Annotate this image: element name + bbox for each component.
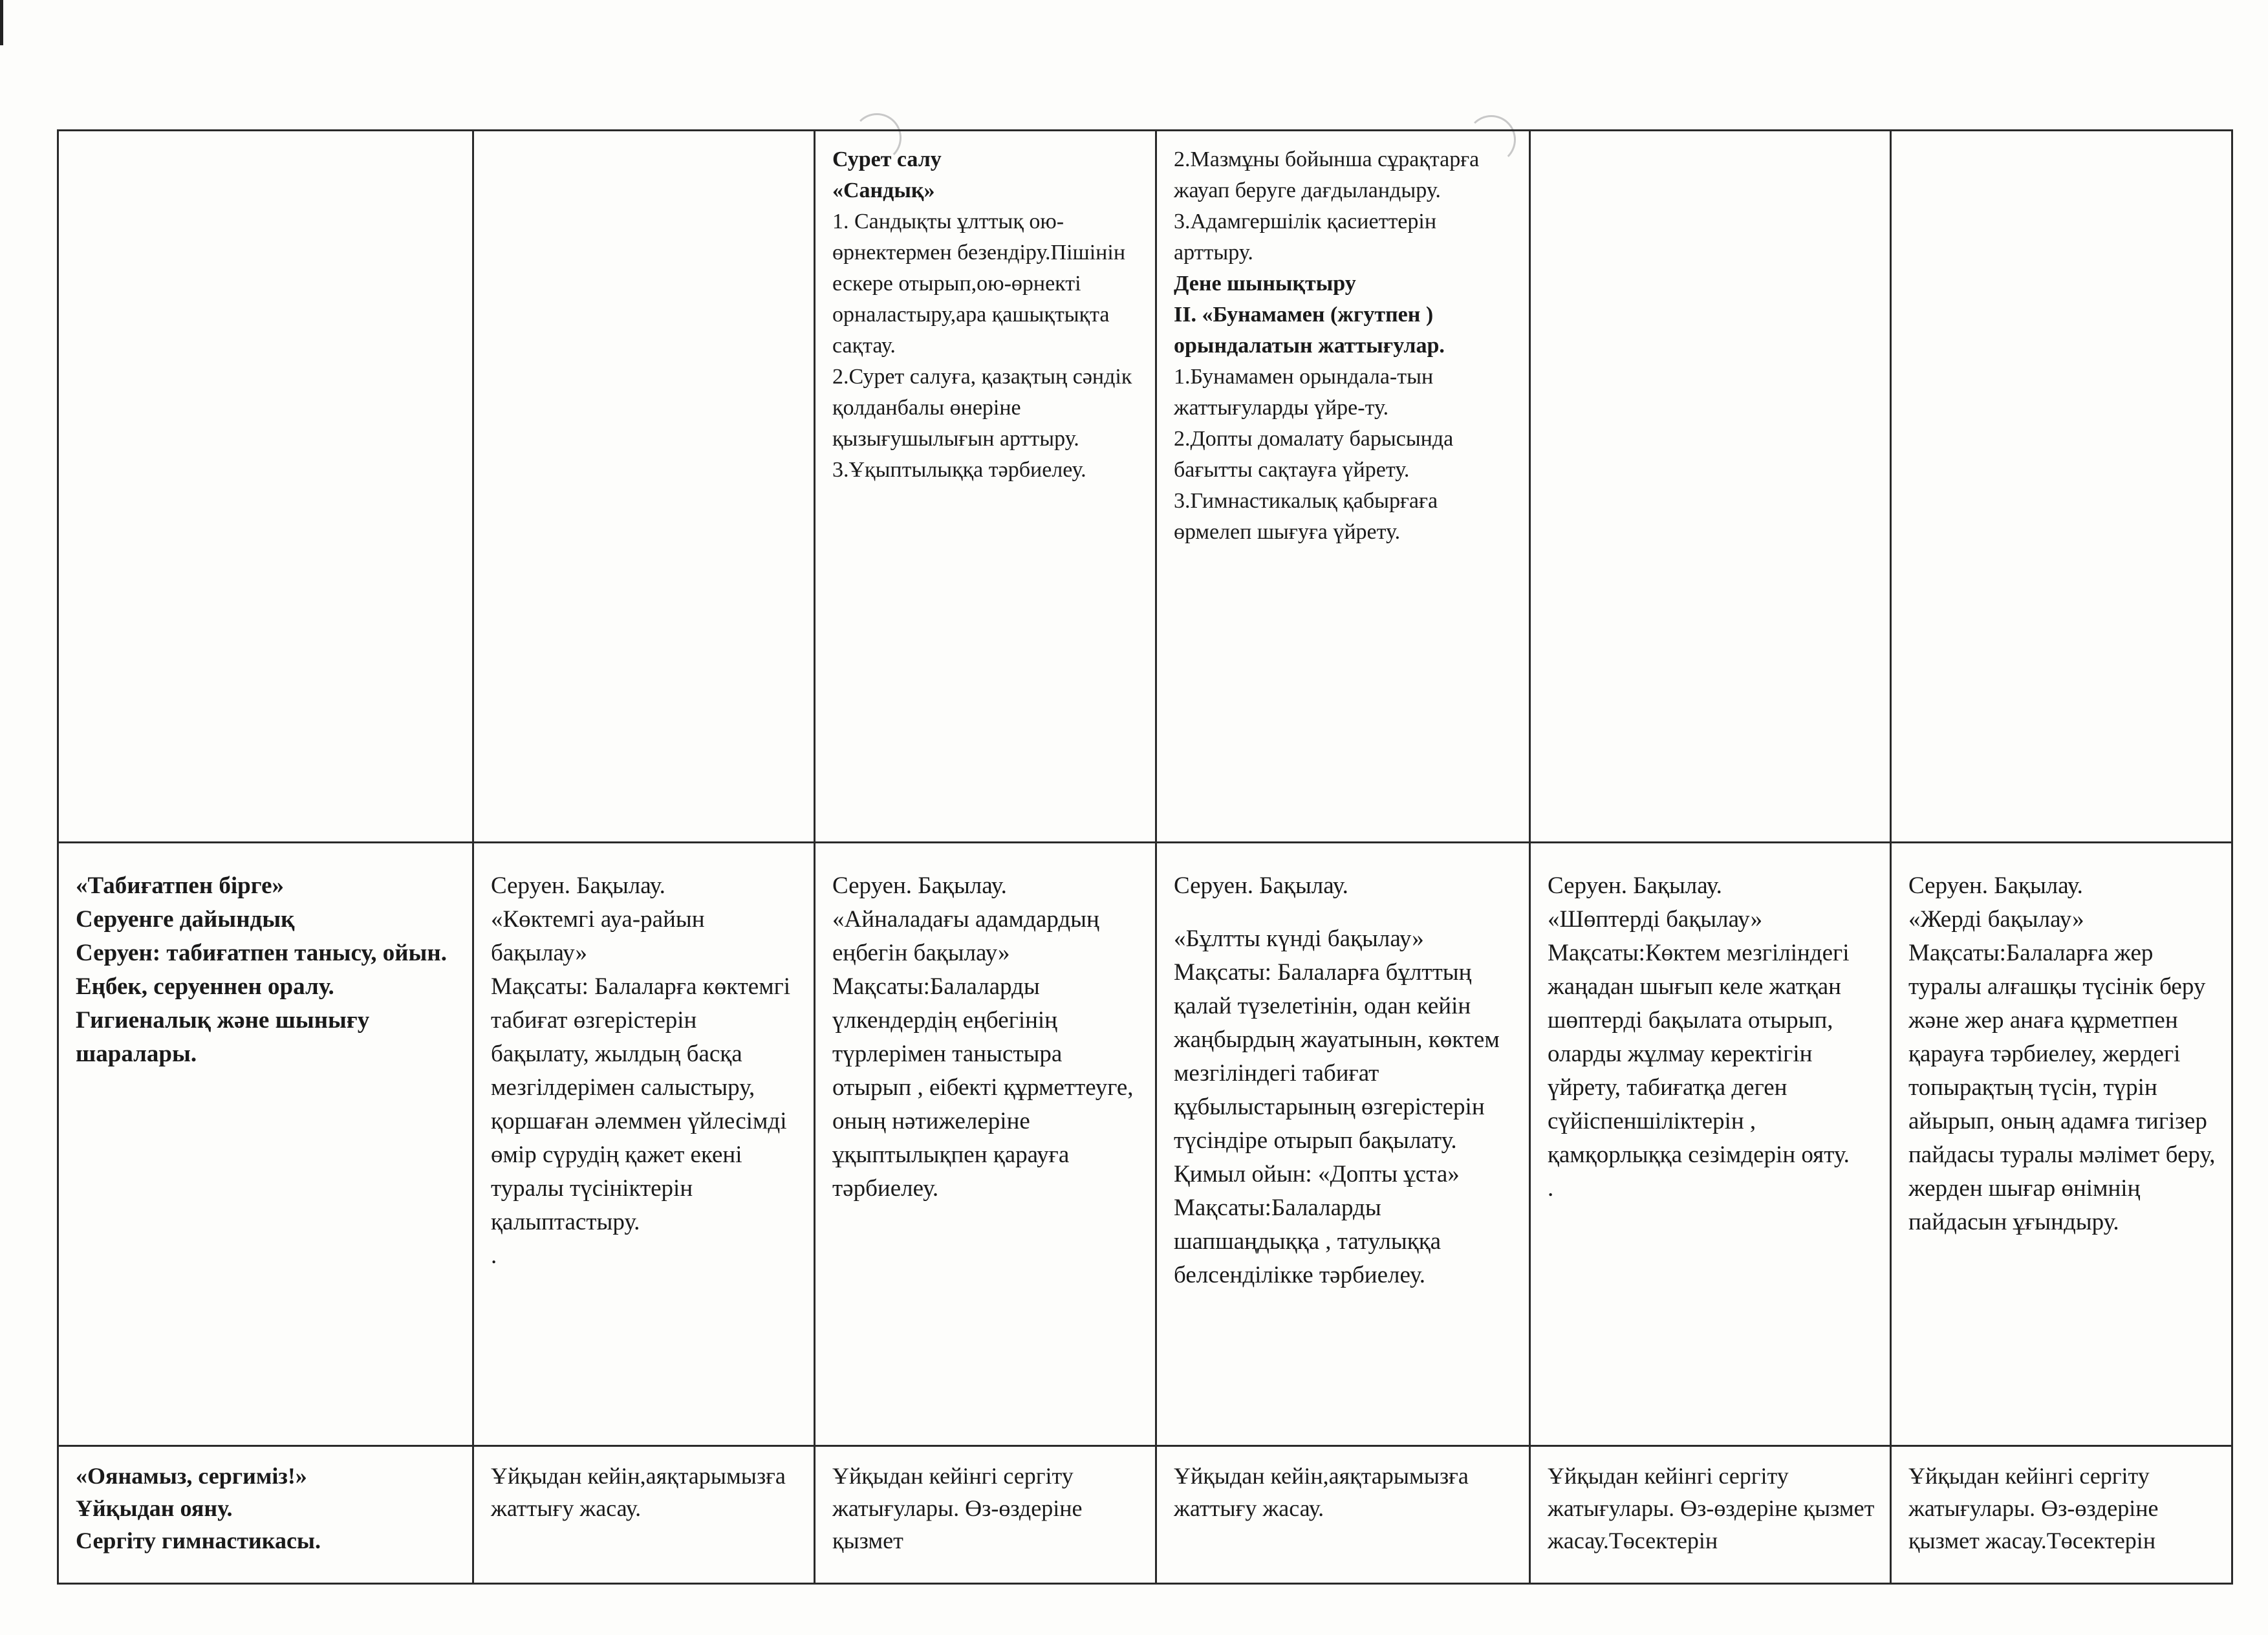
cell-text-line: 3.Адамгершілік қасиеттерін арттыру. <box>1174 210 1437 265</box>
cell-text-line: Ұйқыдан кейін,аяқтарымызға жаттығу жасау. <box>491 1463 786 1521</box>
cell-text-line: . <box>491 1242 497 1269</box>
cell-text-line: «Шөптерді бақылау» <box>1548 906 1763 933</box>
cell-text-line: 3.Ұқыптылыққа тәрбиелеу. <box>832 458 1086 482</box>
cell-text-line: Сергіту гимнастикасы. <box>76 1528 321 1554</box>
cell-r1-c4 <box>1156 131 1530 843</box>
cell-r1-c3 <box>815 131 1156 843</box>
cell-text-line: Гигиеналық және шынығу шаралары. <box>76 1007 370 1067</box>
cell-text-line: Мақсаты: Балаларға көктемгі табиғат өзгерістерін бақылату, жылдың басқа мезгілдерімен салыстыру, қоршаған әлеммен үйлесімді өмір сүрудің қажет екені туралы түсініктерін қалыптастыру. <box>491 973 791 1235</box>
cell-text-line: Серуен. Бақылау. <box>491 872 665 899</box>
cell-text-line: Мақсаты: Балаларға бұлттың қалай түзелетінін, одан кейін жаңбырдың жауатынын, көктем мезгіліндегі табиғат құбылыстарының өзгерістерін түсіндіре отырып бақылату. <box>1174 959 1500 1154</box>
cell-r2-c1-section-title <box>58 843 473 1446</box>
cell-r1-c6 <box>1891 131 2232 843</box>
cell-text-line: Мақсаты:Балаларға жер туралы алғашқы түсінік беру және жер анаға құрметпен қарауға тәрбиелеу, жердегі топырақтың түсін, түрін айырып, оның адамға тигізер пайдасы туралы мәлімет беру, жерден шығар өнімнің пайдасын ұғындыру. <box>1908 940 2216 1235</box>
cell-text-line: Серуен. Бақылау. <box>1908 872 2083 899</box>
cell-text-line: Ұйқыдан ояну. <box>76 1495 233 1521</box>
cell-text-line: 1.Бунамамен орындала-тын жаттығуларды үйре-ту. <box>1174 365 1434 420</box>
cell-text-line: 3.Гимнастикалық қабырғаға өрмелеп шығуға үйрету. <box>1174 489 1438 544</box>
cell-text-line: Еңбек, серуеннен оралу. <box>76 973 334 1000</box>
cell-text-line: «Жерді бақылау» <box>1908 906 2084 933</box>
cell-text-line: «Табиғатпен бірге» <box>76 872 284 899</box>
cell-text-line: Серуен. Бақылау. <box>832 872 1007 899</box>
scan-edge-mark <box>0 0 3 45</box>
cell-text-line: «Сандық» <box>832 179 935 202</box>
line-spacer <box>1174 903 1516 922</box>
cell-text-line: 2.Сурет салуға, қазақтың сәндік қолданбалы өнеріне қызығушылығын арттыру. <box>832 365 1132 451</box>
cell-text-line: «Оянамыз, сергиміз!» <box>76 1463 307 1489</box>
cell-text-line: Серуен: табиғатпен танысу, ойын. <box>76 940 447 966</box>
cell-r2-c4 <box>1156 843 1530 1446</box>
cell-text-line: Қимыл ойын: «Допты ұста» <box>1174 1161 1460 1187</box>
cell-r3-c4 <box>1156 1446 1530 1584</box>
cell-r1-c1 <box>58 131 473 843</box>
cell-text-line: «Көктемгі ауа-райын бақылау» <box>491 906 705 966</box>
cell-text-line: Серуенге дайындық <box>76 906 295 933</box>
cell-text-line: Ұйқыдан кейін,аяқтарымызға жаттығу жасау. <box>1174 1463 1469 1521</box>
table-row-walk <box>58 843 2232 1446</box>
cell-text-line: 2.Мазмұны бойынша сұрақтарға жауап беруге дағдыландыру. <box>1174 147 1480 202</box>
cell-text-line: Дене шынықтыру <box>1174 272 1356 296</box>
cell-text-line: 2.Допты домалату барысында бағытты сақтауға үйрету. <box>1174 427 1454 482</box>
table-row-wakeup <box>58 1446 2232 1584</box>
cell-text-line: Мақсаты:Көктем мезгіліндегі жаңадан шығып келе жатқан шөптерді бақылата отырып, оларды жұлмау керектігін үйрету, табиғатқа деген сүйіспеншіліктерін , қамқорлыққа сезімдерін ояту. <box>1548 940 1850 1168</box>
cell-text-line: . <box>1548 1175 1554 1202</box>
lesson-plan-table <box>57 129 2233 1585</box>
cell-text-line: Мақсаты:Балаларды шапшаңдыққа , татулыққа белсенділікке тәрбиелеу. <box>1174 1195 1442 1288</box>
cell-text-line: 1. Сандықты ұлттық ою-өрнектермен безендіру.Пішінін ескере отырып,ою-өрнекті орналастыру,ара қашықтықта сақтау. <box>832 210 1126 358</box>
cell-text-line: «Бұлтты күнді бақылау» <box>1174 926 1424 952</box>
cell-r1-c5 <box>1530 131 1891 843</box>
cell-r3-c2 <box>473 1446 815 1584</box>
cell-r2-c3 <box>815 843 1156 1446</box>
cell-text-line: Серуен. Бақылау. <box>1548 872 1722 899</box>
cell-text-line: ІІ. «Бунамамен (жгутпен ) орындалатын жаттығулар. <box>1174 303 1445 358</box>
cell-r2-c6 <box>1891 843 2232 1446</box>
cell-r1-c2 <box>473 131 815 843</box>
cell-text-line: Мақсаты:Балаларды үлкендердің еңбегінің түрлерімен таныстыра отырып , еібекті құрметтеуге, оның нәтижелеріне ұқыптылықпен қарауға тәрбиелеу. <box>832 973 1134 1202</box>
cell-r2-c2 <box>473 843 815 1446</box>
cell-text-line: «Айналадағы адамдардың еңбегін бақылау» <box>832 906 1099 966</box>
cell-text-line: Ұйқыдан кейінгі сергіту жатығулары. Өз-өздеріне қызмет жасау.Төсектерін <box>1908 1463 2159 1554</box>
cell-r3-c1-section-title <box>58 1446 473 1584</box>
table-row-activities <box>58 131 2232 843</box>
cell-r3-c6 <box>1891 1446 2232 1584</box>
cell-r3-c5 <box>1530 1446 1891 1584</box>
cell-text-line: Ұйқыдан кейінгі сергіту жатығулары. Өз-өздеріне қызмет жасау.Төсектерін <box>1548 1463 1875 1554</box>
cell-r2-c5 <box>1530 843 1891 1446</box>
cell-text-line: Сурет салу <box>832 147 942 171</box>
cell-r3-c3 <box>815 1446 1156 1584</box>
cell-text-line: Серуен. Бақылау. <box>1174 872 1348 899</box>
cell-text-line: Ұйқыдан кейінгі сергіту жатығулары. Өз-өздеріне қызмет <box>832 1463 1083 1554</box>
